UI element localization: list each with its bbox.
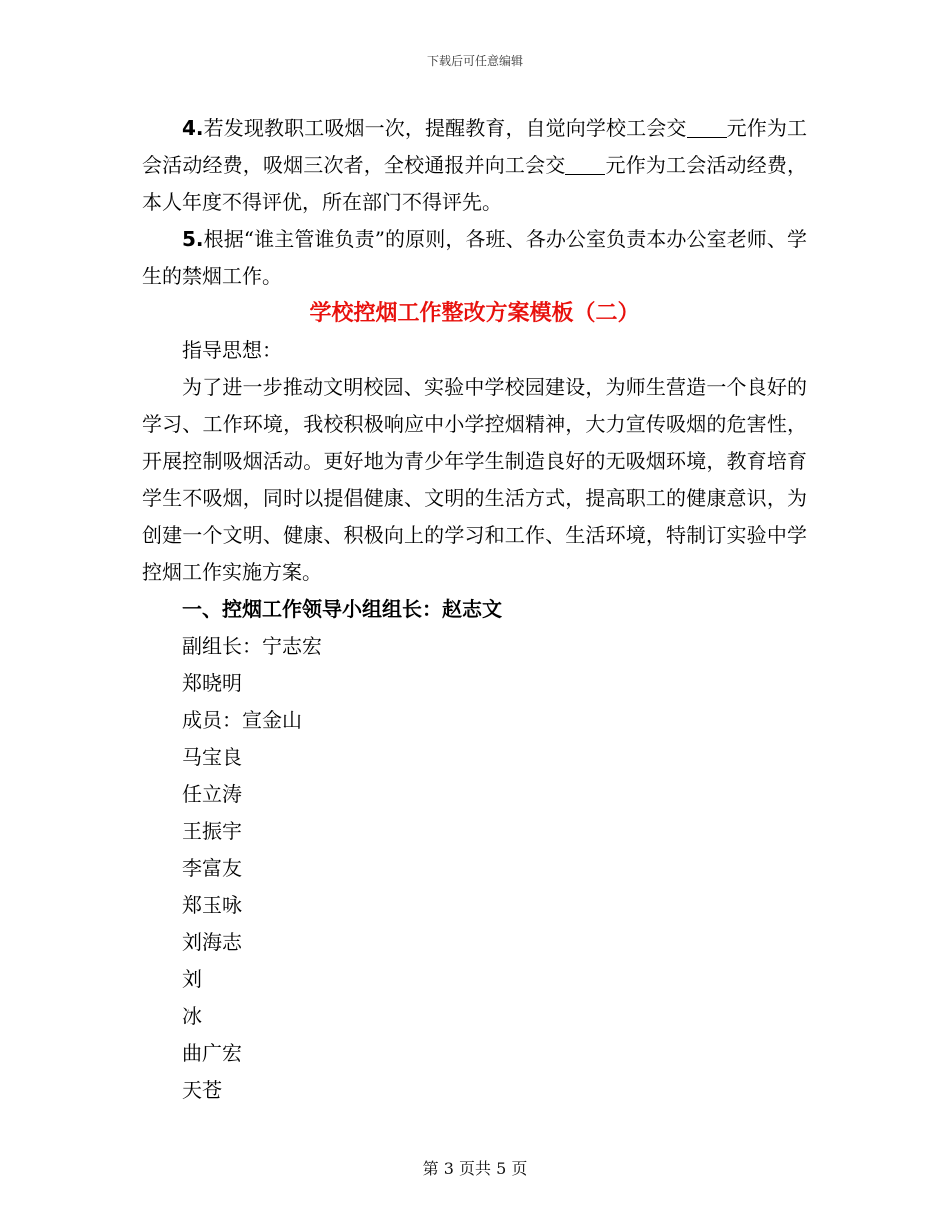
fill-blank-2 xyxy=(565,154,605,175)
member-line: 成员：宣金山 xyxy=(182,708,302,732)
fill-blank-1 xyxy=(687,117,727,138)
item-4-text-part2: 元作为工会活动经费，吸烟三次者，全校通报并向工会交 xyxy=(142,116,808,177)
section-title: 学校控烟工作整改方案模板（二） xyxy=(309,300,640,326)
document-body xyxy=(142,110,807,1109)
member-line: 冰 xyxy=(182,1004,202,1028)
item-4-paragraph xyxy=(142,110,807,221)
member-line: 马宝良 xyxy=(182,745,242,769)
item-5-text: 根据“谁主管谁负责”的原则，各班、各办公室负责本办公室老师、学生的禁烟工作。 xyxy=(142,227,807,288)
member-line: 郑晓明 xyxy=(182,671,242,695)
item-5-number: 5. xyxy=(182,227,204,251)
member-line: 任立涛 xyxy=(182,782,242,806)
page-header: 下载后可任意编辑 xyxy=(426,54,523,68)
leader-heading: 一、控烟工作领导小组组长：赵志文 xyxy=(182,597,502,621)
member-line: 曲广宏 xyxy=(182,1041,242,1065)
item-4-text-part3: 元作为工会活动经费，本人年度不得评优，所在部门不得评先。 xyxy=(142,153,808,214)
item-4-number: 4. xyxy=(182,116,204,140)
item-5-paragraph xyxy=(142,221,807,295)
member-line: 副组长：宁志宏 xyxy=(182,634,322,658)
guide-label: 指导思想： xyxy=(182,338,282,362)
member-line: 刘 xyxy=(182,967,202,991)
member-line: 天苍 xyxy=(182,1078,222,1102)
member-line: 刘海志 xyxy=(182,930,242,954)
guide-paragraph: 为了进一步推动文明校园、实验中学校园建设，为师生营造一个良好的学习、工作环境，我校积极响应中小学控烟精神，大力宣传吸烟的危害性，开展控制吸烟活动。更好地为青少年学生制造良好的无吸烟环境，教育培育学生不吸烟，同时以提倡健康、文明的生活方式，提高职工的健康意识，为创建一个文明、健康、积极向上的学习和工作、生活环境，特制订实验中学控烟工作实施方案。 xyxy=(142,375,807,584)
member-line: 李富友 xyxy=(182,856,242,880)
member-line: 郑玉咏 xyxy=(182,893,242,917)
item-4-text-part1: 若发现教职工吸烟一次，提醒教育，自觉向学校工会交 xyxy=(203,116,687,140)
page-footer: 第 3 页共 5 页 xyxy=(422,1159,528,1178)
member-line: 王振宇 xyxy=(182,819,242,843)
